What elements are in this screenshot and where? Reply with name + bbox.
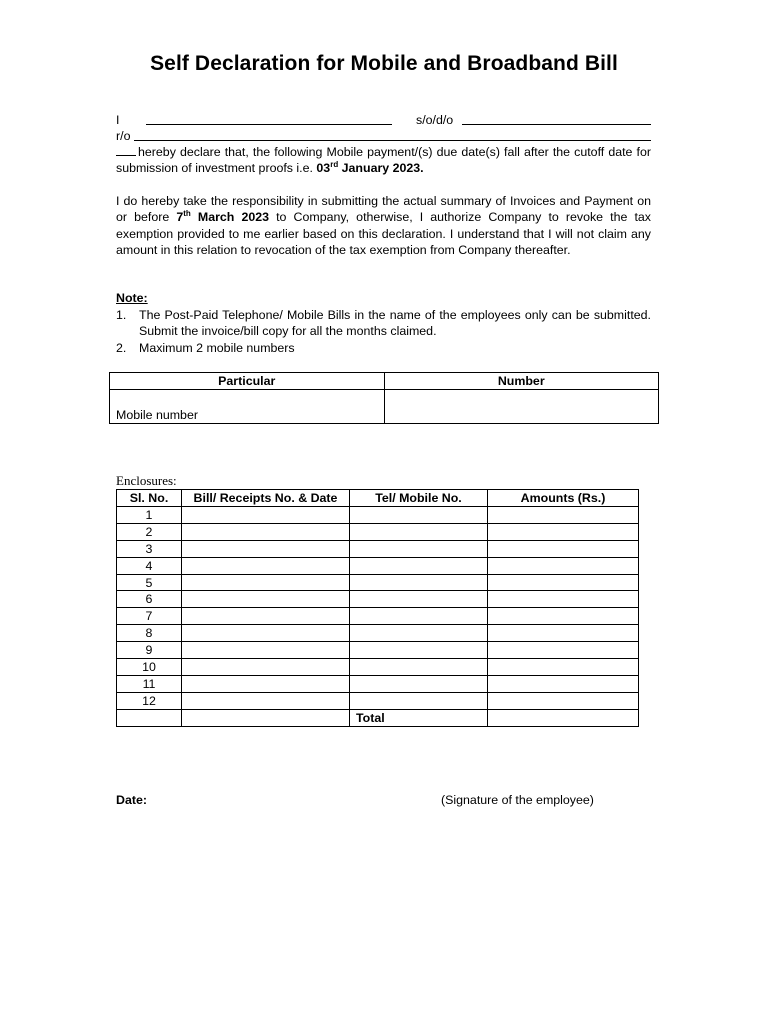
amount-cell[interactable]	[488, 659, 639, 676]
tel-mobile-cell[interactable]	[350, 557, 488, 574]
i-label: I	[116, 113, 120, 127]
serial-number: 9	[117, 642, 182, 659]
note-list	[116, 307, 651, 356]
column-header: Particular	[110, 373, 385, 390]
para1-date-day: 03	[316, 161, 331, 176]
para2-text-b: to Company, otherwise, I authorize Company to revoke the tax exemption provided to me earlier based on this declaration. I understand that I will not claim any amount in this relation to revocation of the tax exemption from Company thereafter.	[116, 210, 651, 257]
serial-number: 7	[117, 608, 182, 625]
column-header: Number	[384, 373, 659, 390]
enclosures-label: Enclosures:	[116, 473, 177, 488]
empty-cell	[117, 709, 182, 726]
amount-cell[interactable]	[488, 507, 639, 524]
serial-number: 2	[117, 523, 182, 540]
note-text: Maximum 2 mobile numbers	[139, 340, 295, 355]
column-header: Tel/ Mobile No.	[350, 490, 488, 507]
tel-mobile-cell[interactable]	[350, 675, 488, 692]
declaration-paragraph-1	[116, 144, 651, 177]
list-item	[116, 340, 651, 356]
tel-mobile-cell[interactable]	[350, 608, 488, 625]
para1-text: hereby declare that, the following Mobile payment/(s) due date(s) fall after the cutoff date for submission of investment proofs i.e.	[116, 145, 651, 176]
signature-label: (Signature of the employee)	[441, 793, 594, 807]
para2-date-suffix: th	[183, 209, 191, 219]
name-line	[116, 112, 651, 129]
mobile-number-table	[109, 372, 659, 424]
mobile-number-label: Mobile number	[110, 390, 385, 424]
mobile-number-field[interactable]	[384, 390, 659, 424]
tel-mobile-cell[interactable]	[350, 574, 488, 591]
serial-number: 12	[117, 692, 182, 709]
bill-receipt-cell[interactable]	[182, 659, 350, 676]
total-amount-cell[interactable]	[488, 709, 639, 726]
sodo-label: s/o/d/o	[416, 113, 454, 127]
table-header-row	[117, 490, 639, 507]
enclosures-table	[116, 489, 639, 727]
note-number: 1.	[116, 308, 127, 322]
column-header: Sl. No.	[117, 490, 182, 507]
table-row	[117, 692, 639, 709]
tel-mobile-cell[interactable]	[350, 523, 488, 540]
tel-mobile-cell[interactable]	[350, 692, 488, 709]
serial-number: 11	[117, 675, 182, 692]
tel-mobile-cell[interactable]	[350, 591, 488, 608]
table-row	[117, 591, 639, 608]
date-label: Date:	[116, 793, 147, 807]
table-header-row	[110, 373, 659, 390]
bill-receipt-cell[interactable]	[182, 675, 350, 692]
para1-date-rest: January 2023.	[338, 161, 424, 176]
table-row	[117, 507, 639, 524]
amount-cell[interactable]	[488, 523, 639, 540]
amount-cell[interactable]	[488, 692, 639, 709]
amount-cell[interactable]	[488, 608, 639, 625]
address-line	[116, 128, 651, 145]
amount-cell[interactable]	[488, 675, 639, 692]
bill-receipt-cell[interactable]	[182, 608, 350, 625]
bill-receipt-cell[interactable]	[182, 507, 350, 524]
bill-receipt-cell[interactable]	[182, 642, 350, 659]
empty-cell	[182, 709, 350, 726]
table-row	[117, 523, 639, 540]
address-blank[interactable]	[134, 140, 651, 141]
serial-number: 10	[117, 659, 182, 676]
serial-number: 8	[117, 625, 182, 642]
page-title: Self Declaration for Mobile and Broadband Bill	[150, 52, 618, 75]
tel-mobile-cell[interactable]	[350, 659, 488, 676]
tel-mobile-cell[interactable]	[350, 642, 488, 659]
note-text: The Post-Paid Telephone/ Mobile Bills in the name of the employees only can be submitted. Submit the invoice/bill copy for all the months claimed.	[139, 308, 651, 339]
amount-cell[interactable]	[488, 557, 639, 574]
address-blank-continued[interactable]	[116, 145, 136, 156]
ro-label: r/o	[116, 129, 131, 143]
total-label: Total	[350, 709, 488, 726]
list-item	[116, 307, 651, 340]
amount-cell[interactable]	[488, 625, 639, 642]
bill-receipt-cell[interactable]	[182, 557, 350, 574]
declaration-paragraph-2	[116, 193, 651, 258]
serial-number: 3	[117, 540, 182, 557]
serial-number: 6	[117, 591, 182, 608]
table-row	[110, 390, 659, 424]
amount-cell[interactable]	[488, 642, 639, 659]
tel-mobile-cell[interactable]	[350, 625, 488, 642]
para2-date-rest: March 2023	[190, 210, 270, 225]
bill-receipt-cell[interactable]	[182, 574, 350, 591]
tel-mobile-cell[interactable]	[350, 507, 488, 524]
amount-cell[interactable]	[488, 574, 639, 591]
column-header: Bill/ Receipts No. & Date	[182, 490, 350, 507]
column-header: Amounts (Rs.)	[488, 490, 639, 507]
table-row	[117, 675, 639, 692]
bill-receipt-cell[interactable]	[182, 540, 350, 557]
table-row	[117, 659, 639, 676]
relation-blank[interactable]	[462, 124, 651, 125]
serial-number: 5	[117, 574, 182, 591]
amount-cell[interactable]	[488, 591, 639, 608]
amount-cell[interactable]	[488, 540, 639, 557]
serial-number: 4	[117, 557, 182, 574]
table-row	[117, 557, 639, 574]
bill-receipt-cell[interactable]	[182, 591, 350, 608]
bill-receipt-cell[interactable]	[182, 625, 350, 642]
note-number: 2.	[116, 340, 127, 355]
serial-number: 1	[117, 507, 182, 524]
total-row	[117, 709, 639, 726]
table-row	[117, 625, 639, 642]
table-row	[117, 540, 639, 557]
table-row	[117, 574, 639, 591]
para1-date-suffix: rd	[330, 160, 339, 170]
para2-text-a: I do hereby take the responsibility in submitting the actual summary of Invoices and Payment on or before	[116, 194, 651, 225]
note-heading: Note:	[116, 291, 148, 305]
tel-mobile-cell[interactable]	[350, 540, 488, 557]
bill-receipt-cell[interactable]	[182, 523, 350, 540]
table-row	[117, 642, 639, 659]
para2-date-day: 7	[176, 210, 184, 225]
table-row	[117, 608, 639, 625]
bill-receipt-cell[interactable]	[182, 692, 350, 709]
name-blank[interactable]	[146, 124, 392, 125]
